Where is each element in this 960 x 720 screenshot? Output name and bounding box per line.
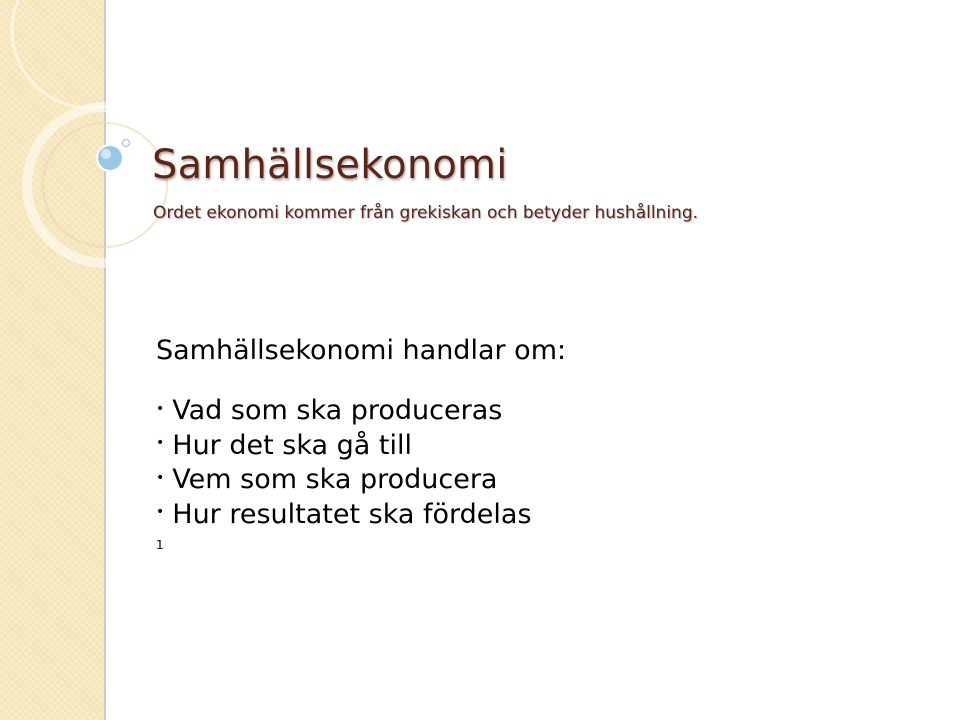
bullet-text: Hur resultatet ska fördelas <box>172 498 532 530</box>
list-item <box>156 498 566 533</box>
bullet-icon: • <box>156 400 165 417</box>
bullet-icon: • <box>156 435 165 451</box>
bullet-text: Vem som ska producera <box>172 464 498 495</box>
slide-title: Samhällsekonomi <box>152 142 508 188</box>
list-item <box>156 463 566 498</box>
page-number: 1 <box>156 538 164 552</box>
side-band-border <box>104 0 106 720</box>
bullet-text: Vad som ska produceras <box>172 395 503 426</box>
slide-subtitle: Ordet ekonomi kommer från grekiskan och betyder hushållning. <box>153 203 699 223</box>
decorative-side-band <box>0 0 106 720</box>
list-item <box>156 394 566 429</box>
list-item <box>156 429 566 464</box>
intro-text: Samhällsekonomi handlar om: <box>156 335 567 366</box>
bullet-text: Hur det ska gå till <box>172 429 412 461</box>
bullet-list <box>156 394 566 532</box>
slide-body <box>156 335 566 552</box>
bullet-icon: • <box>156 469 165 486</box>
bullet-icon: • <box>156 504 165 520</box>
